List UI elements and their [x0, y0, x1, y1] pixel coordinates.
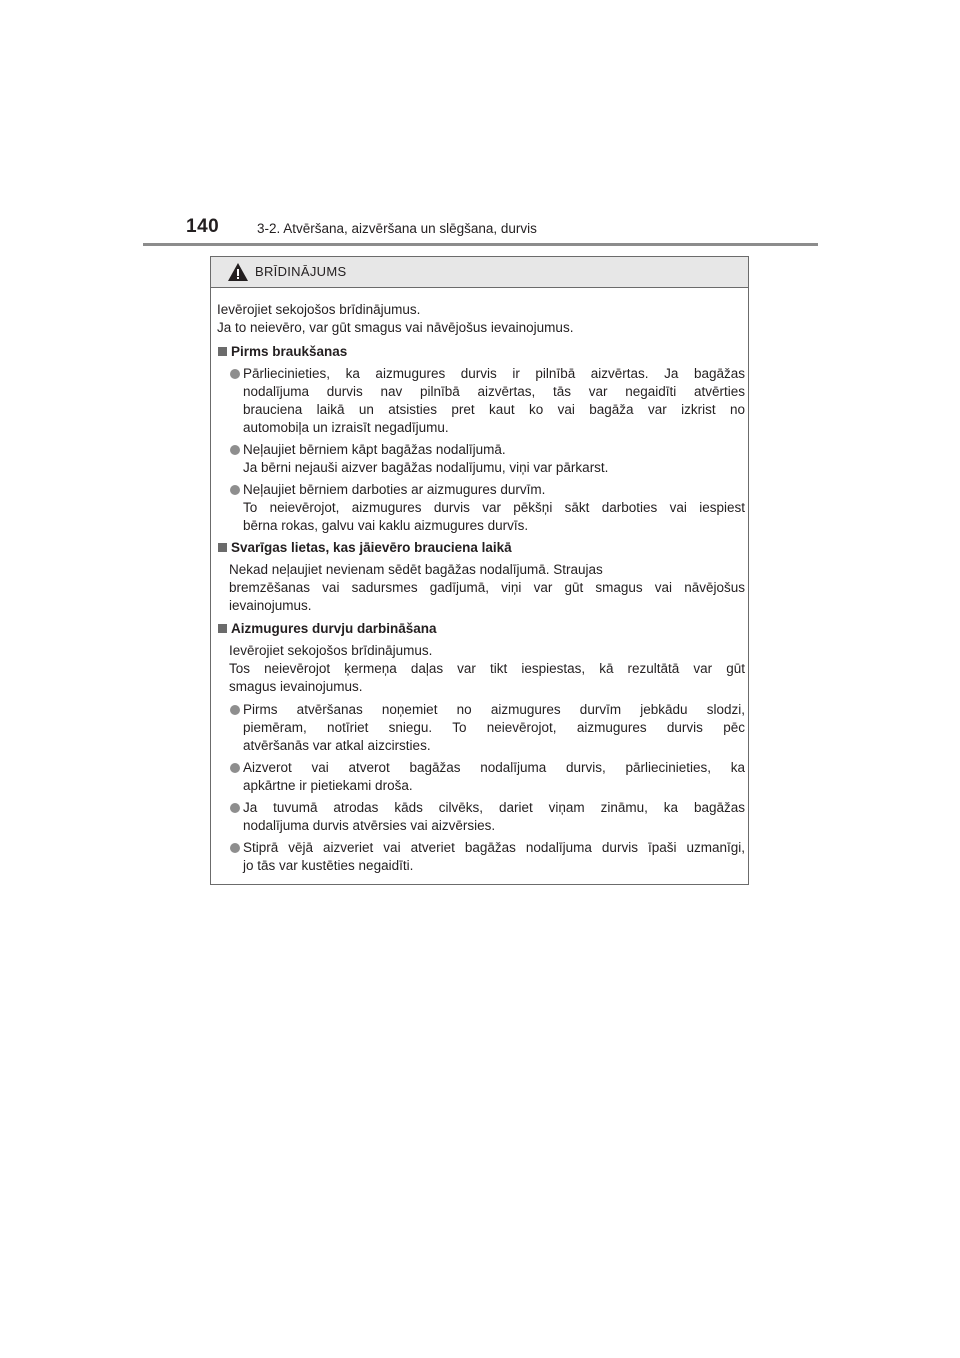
warning-title: BRĪDINĀJUMS: [255, 264, 347, 279]
text-line: Ja to neievēro, var gūt smagus vai nāvējošus ievainojumus.: [217, 320, 574, 335]
warning-box: [210, 256, 749, 885]
square-bullet-icon: [218, 624, 227, 633]
warning-triangle-icon: [227, 262, 249, 282]
bullet-item: [217, 839, 745, 875]
section-heading-text: Pirms braukšanas: [231, 344, 348, 359]
round-bullet-icon: [230, 843, 240, 853]
square-bullet-icon: [218, 347, 227, 356]
text-line: jo tās var kustēties negaidīti.: [243, 858, 414, 873]
square-bullet-icon: [218, 543, 227, 552]
text-line: Neļaujiet bērniem kāpt bagāžas nodalījumā.: [243, 442, 506, 457]
section-heading: [217, 620, 745, 638]
round-bullet-icon: [230, 803, 240, 813]
section-title: 3-2. Atvēršana, aizvēršana un slēgšana, durvis: [257, 221, 537, 236]
page-header: [186, 216, 826, 246]
text-line: Ja tuvumā atrodas kāds cilvēks, dariet viņam zināmu, ka bagāžas: [243, 800, 745, 815]
warning-intro: [217, 301, 745, 337]
warning-section: [217, 539, 745, 615]
text-line: brauciena laikā un atsisties pret kaut ko vai bagāža var izkrist no: [243, 402, 745, 417]
round-bullet-icon: [230, 445, 240, 455]
section-heading: [217, 539, 745, 557]
text-line: nodalījuma durvis atvērsies vai aizvērsies.: [243, 818, 496, 833]
warning-section: [217, 620, 745, 875]
section-heading-text: Aizmugures durvju darbināšana: [231, 621, 437, 636]
text-line: Pārliecinieties, ka aizmugures durvis ir pilnībā aizvērtas. Ja bagāžas: [243, 366, 745, 381]
text-line: bērna rokas, galvu vai kaklu aizmugures durvīs.: [243, 518, 529, 533]
text-line: To neievērojot, aizmugures durvis var pēkšņi sākt darboties vai iespiest: [243, 500, 745, 515]
text-line: apkārtne ir pietiekami droša.: [243, 778, 413, 793]
text-line: Ievērojiet sekojošos brīdinājumus.: [217, 302, 421, 317]
bullet-item: [217, 481, 745, 535]
header-divider: [143, 243, 818, 246]
bullet-item: [217, 365, 745, 437]
warning-header: [211, 257, 748, 288]
bullet-item: [217, 799, 745, 835]
warning-section: [217, 343, 745, 535]
text-line: Nekad neļaujiet nevienam sēdēt bagāžas nodalījumā. Straujas: [229, 562, 603, 577]
round-bullet-icon: [230, 763, 240, 773]
text-line: Ja bērni nejauši aizver bagāžas nodalījumu, viņi var pārkarst.: [243, 460, 609, 475]
bullet-item: [217, 759, 745, 795]
section-heading-text: Svarīgas lietas, kas jāievēro brauciena laikā: [231, 540, 512, 555]
page-number: 140: [186, 216, 220, 237]
text-line: Stiprā vējā aizveriet vai atveriet bagāžas nodalījuma durvis īpaši uzmanīgi,: [243, 840, 745, 855]
round-bullet-icon: [230, 485, 240, 495]
section-heading: [217, 343, 745, 361]
round-bullet-icon: [230, 369, 240, 379]
text-line: Ievērojiet sekojošos brīdinājumus.: [229, 643, 433, 658]
round-bullet-icon: [230, 705, 240, 715]
text-line: smagus ievainojumus.: [229, 679, 363, 694]
text-line: Aizverot vai atverot bagāžas nodalījuma durvis, pārliecinieties, ka: [243, 760, 745, 775]
text-line: Neļaujiet bērniem darboties ar aizmugures durvīm.: [243, 482, 546, 497]
text-line: Tos neievērojot ķermeņa daļas var tikt iespiestas, kā rezultātā var gūt: [229, 661, 745, 676]
warning-body: [217, 301, 745, 879]
text-line: atvēršanās var atkal aizcirsties.: [243, 738, 431, 753]
text-line: ievainojumus.: [229, 598, 312, 613]
text-line: bremzēšanas vai sadursmes gadījumā, viņi var gūt smagus vai nāvējošus: [229, 580, 745, 595]
bullet-item: [217, 441, 745, 477]
text-line: Pirms atvēršanas noņemiet no aizmugures durvīm jebkādu slodzi,: [243, 702, 745, 717]
text-line: automobiļa un izraisīt negadījumu.: [243, 420, 449, 435]
text-line: nodalījuma durvis nav pilnībā aizvērtas, tās var negaidīti atvērties: [243, 384, 745, 399]
text-line: piemēram, notīriet sniegu. To neievērojot, aizmugures durvis pēc: [243, 720, 745, 735]
bullet-item: [217, 701, 745, 755]
section-text: [217, 561, 745, 615]
section-text: [217, 642, 745, 696]
